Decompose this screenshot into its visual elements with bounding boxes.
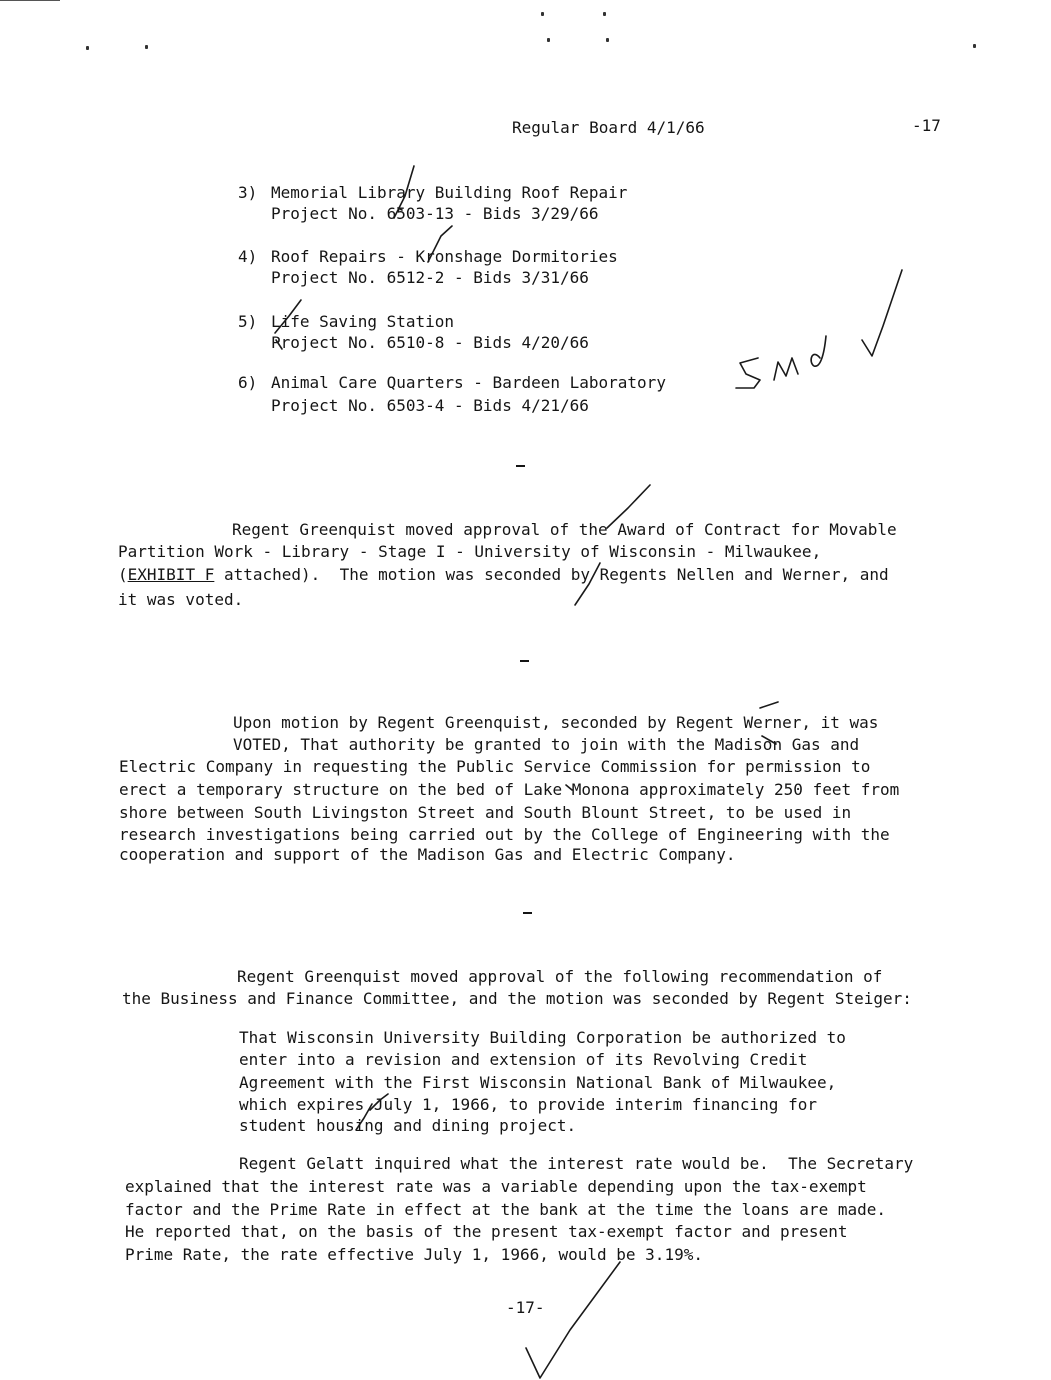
paragraph-line: erect a temporary structure on the bed of Lake Monona approximately 250 feet from xyxy=(119,780,900,799)
paragraph-line: the Business and Finance Committee, and the motion was seconded by Regent Steiger: xyxy=(122,989,912,1008)
resolution-line: which expires July 1, 1966, to provide interim financing for xyxy=(239,1095,817,1114)
check-mark xyxy=(760,702,778,708)
project-name: Memorial Library Building Roof Repair xyxy=(271,183,628,202)
resolution-line: That Wisconsin University Building Corporation be authorized to xyxy=(239,1028,846,1047)
handwritten-initials xyxy=(736,358,760,388)
paragraph-line: Upon motion by Regent Greenquist, seconded by Regent Werner, it was xyxy=(233,713,879,732)
project-number: 4) xyxy=(238,247,258,266)
paragraph-line: cooperation and support of the Madison Gas and Electric Company. xyxy=(119,845,736,864)
project-name: Life Saving Station xyxy=(271,312,455,331)
resolution-line: student housing and dining project. xyxy=(239,1116,577,1135)
paragraph-line: research investigations being carried out by the College of Engineering with the xyxy=(119,825,890,844)
project-detail: Project No. 6512-2 - Bids 3/31/66 xyxy=(271,268,589,287)
resolution-line: enter into a revision and extension of its Revolving Credit xyxy=(239,1050,808,1069)
header-page-ref: -17 xyxy=(912,116,941,135)
project-detail: Project No. 6503-13 - Bids 3/29/66 xyxy=(271,204,599,223)
scan-speck xyxy=(145,45,148,49)
scan-speck xyxy=(541,12,544,16)
project-number: 5) xyxy=(238,312,258,331)
scan-speck xyxy=(603,12,606,16)
project-number: 3) xyxy=(238,183,258,202)
scan-speck xyxy=(606,38,609,42)
paragraph-line: Prime Rate, the rate effective July 1, 1966, would be 3.19%. xyxy=(125,1245,703,1264)
project-name: Roof Repairs - Kronshage Dormitories xyxy=(271,247,618,266)
project-name: Animal Care Quarters - Bardeen Laboratory xyxy=(271,373,666,392)
section-divider xyxy=(516,465,525,467)
paragraph-line: it was voted. xyxy=(118,590,244,609)
scan-edge-line xyxy=(0,0,60,1)
paragraph-line: explained that the interest rate was a variable depending upon the tax-exempt xyxy=(125,1177,867,1196)
handwritten-initials xyxy=(774,358,798,380)
paragraph-line: shore between South Livingston Street and South Blount Street, to be used in xyxy=(119,803,852,822)
section-divider xyxy=(523,912,532,914)
check-mark xyxy=(526,1262,620,1378)
project-detail: Project No. 6510-8 - Bids 4/20/66 xyxy=(271,333,589,352)
header-title: Regular Board 4/1/66 xyxy=(512,118,705,137)
project-detail: Project No. 6503-4 - Bids 4/21/66 xyxy=(271,396,589,415)
paragraph-line: (EXHIBIT F attached). The motion was seconded by Regents Nellen and Werner, and xyxy=(118,565,889,584)
resolution-line: Agreement with the First Wisconsin National Bank of Milwaukee, xyxy=(239,1073,837,1092)
section-divider xyxy=(520,660,529,662)
scan-speck xyxy=(547,38,550,42)
paragraph-line: Partition Work - Library - Stage I - University of Wisconsin - Milwaukee, xyxy=(118,542,822,561)
paragraph-line: Electric Company in requesting the Public Service Commission for permission to xyxy=(119,757,871,776)
scan-speck xyxy=(86,46,89,50)
paragraph-line: factor and the Prime Rate in effect at the bank at the time the loans are made. xyxy=(125,1200,886,1219)
paragraph-line: Regent Greenquist moved approval of the Award of Contract for Movable xyxy=(232,520,897,539)
footer-page-number: -17- xyxy=(506,1298,545,1317)
check-mark xyxy=(862,270,902,356)
handwritten-initials xyxy=(811,336,826,366)
paragraph-line: Regent Gelatt inquired what the interest rate would be. The Secretary xyxy=(239,1154,914,1173)
scan-speck xyxy=(973,44,976,48)
exhibit-reference: EXHIBIT F xyxy=(127,565,215,584)
paragraph-line: He reported that, on the basis of the present tax-exempt factor and present xyxy=(125,1222,848,1241)
paragraph-line: VOTED, That authority be granted to join with the Madison Gas and xyxy=(233,735,860,754)
paragraph-line: Regent Greenquist moved approval of the following recommendation of xyxy=(237,967,883,986)
project-number: 6) xyxy=(238,373,258,392)
